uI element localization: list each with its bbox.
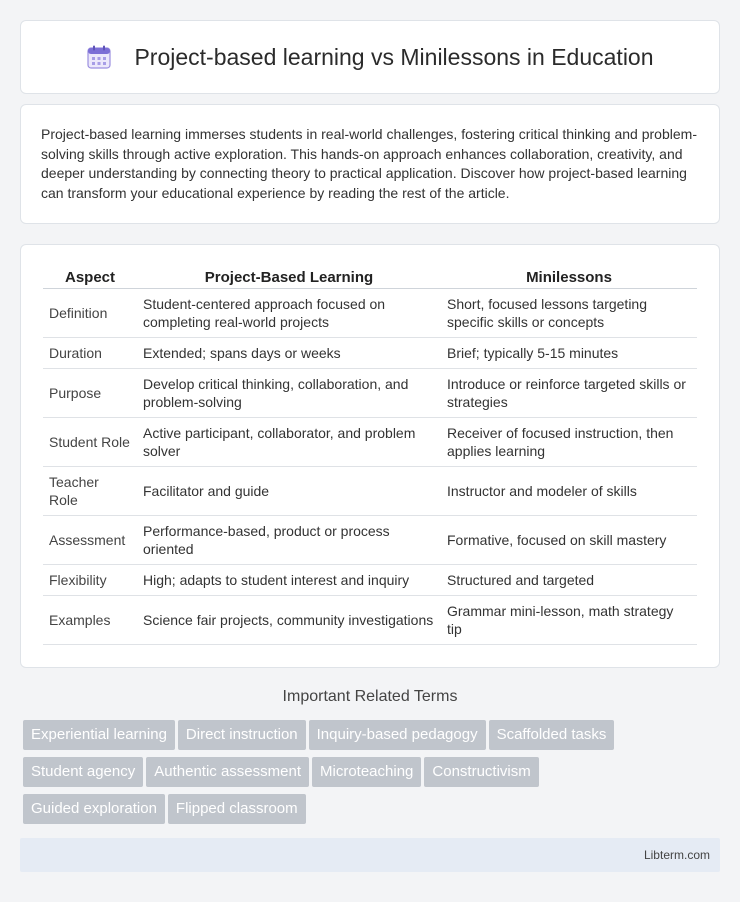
intro-text: Project-based learning immerses students in real-world challenges, fostering critical thinking and problem-solving skills through active exploration. This hands-on approach enhances collaboration, creativity, and deeper understanding by connecting theory to practical application. Discover how project-based learning can transform your educational experience by reading the rest of the article. <box>41 126 697 201</box>
table-cell: Instructor and modeler of skills <box>441 467 697 516</box>
table-cell: Develop critical thinking, collaboration, and problem-solving <box>137 369 441 418</box>
table-cell: Active participant, collaborator, and problem solver <box>137 418 441 467</box>
table-cell: Grammar mini-lesson, math strategy tip <box>441 596 697 645</box>
table-cell: Structured and targeted <box>441 565 697 596</box>
column-header: Aspect <box>43 265 137 289</box>
table-cell: Duration <box>43 338 137 369</box>
related-term-tag[interactable]: Authentic assessment <box>146 757 309 787</box>
table-cell: Facilitator and guide <box>137 467 441 516</box>
related-term-tag[interactable]: Constructivism <box>424 757 538 787</box>
table-row <box>43 418 697 467</box>
table-row <box>43 467 697 516</box>
table-cell: Examples <box>43 596 137 645</box>
related-term-tag[interactable]: Direct instruction <box>178 720 306 750</box>
table-cell: Formative, focused on skill mastery <box>441 516 697 565</box>
table-cell: Short, focused lessons targeting specific skills or concepts <box>441 289 697 338</box>
table-cell: Teacher Role <box>43 467 137 516</box>
table-cell: Purpose <box>43 369 137 418</box>
header-card <box>20 20 720 94</box>
related-term-tag[interactable]: Inquiry-based pedagogy <box>309 720 486 750</box>
related-term-tag[interactable]: Student agency <box>23 757 143 787</box>
footer <box>20 838 720 872</box>
table-row <box>43 289 697 338</box>
table-row <box>43 596 697 645</box>
intro-card <box>20 104 720 224</box>
related-term-tag[interactable]: Scaffolded tasks <box>489 720 615 750</box>
page-title: Project-based learning vs Minilessons in Education <box>134 43 654 70</box>
table-row <box>43 369 697 418</box>
table-cell: Receiver of focused instruction, then applies learning <box>441 418 697 467</box>
table-cell: High; adapts to student interest and inquiry <box>137 565 441 596</box>
table-row <box>43 338 697 369</box>
related-term-tag[interactable]: Guided exploration <box>23 794 165 824</box>
table-cell: Flexibility <box>43 565 137 596</box>
column-header: Minilessons <box>441 265 697 289</box>
comparison-table <box>43 265 697 645</box>
comparison-table-card <box>20 244 720 668</box>
related-term-tag[interactable]: Microteaching <box>312 757 421 787</box>
table-cell: Brief; typically 5-15 minutes <box>441 338 697 369</box>
related-term-tag[interactable]: Experiential learning <box>23 720 175 750</box>
calendar-icon <box>86 44 112 70</box>
table-cell: Assessment <box>43 516 137 565</box>
related-terms-title: Important Related Terms <box>282 688 458 705</box>
table-cell: Extended; spans days or weeks <box>137 338 441 369</box>
table-row <box>43 565 697 596</box>
table-cell: Definition <box>43 289 137 338</box>
table-header-row <box>43 265 697 289</box>
table-row <box>43 516 697 565</box>
footer-brand-link[interactable]: Libterm.com <box>643 848 710 862</box>
column-header: Project-Based Learning <box>137 265 441 289</box>
table-cell: Student-centered approach focused on completing real-world projects <box>137 289 441 338</box>
related-terms-list <box>23 720 723 831</box>
table-cell: Science fair projects, community investigations <box>137 596 441 645</box>
table-cell: Performance-based, product or process oriented <box>137 516 441 565</box>
table-cell: Introduce or reinforce targeted skills or strategies <box>441 369 697 418</box>
table-cell: Student Role <box>43 418 137 467</box>
related-term-tag[interactable]: Flipped classroom <box>168 794 306 824</box>
